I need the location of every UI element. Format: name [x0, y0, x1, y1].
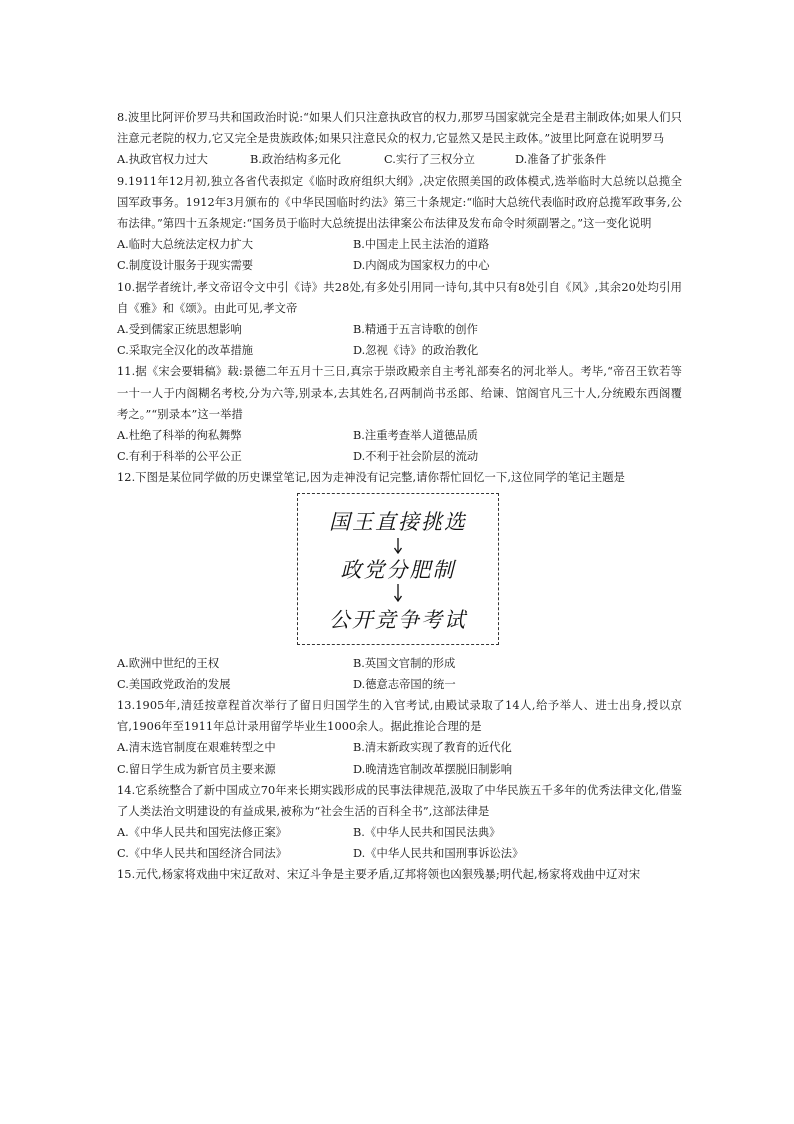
question-11-stem: 11.据《宋会要辑稿》载:景德二年五月十三日,真宗于崇政殿亲自主考礼部奏名的河北举人。考毕,“帝召王钦若等一十一人于内阁糊名考校,分为六等,别录本,去其姓名,召两制尚书丞郎、给谏、馆阁官凡三十人,分统殿东西阁覆考之。”“别录本”这一举措 [117, 365, 682, 421]
question-9-options-row1 [117, 234, 682, 255]
note-box [297, 493, 499, 645]
question-12-options-row2 [117, 674, 682, 695]
question-15-stem: 15.元代,杨家将戏曲中宋辽敌对、宋辽斗争是主要矛盾,辽邦将领也凶狠残暴;明代起,杨家将戏曲中辽对宋 [117, 868, 641, 882]
option-c: C.采取完全汉化的改革措施 [117, 344, 254, 358]
option-d: D.《中华人民共和国刑事诉讼法》 [353, 847, 524, 861]
down-arrow-icon [393, 538, 403, 554]
option-d: D.准备了扩张条件 [515, 153, 607, 167]
option-d: D.忽视《诗》的政治教化 [353, 344, 479, 358]
question-13-stem: 13.1905年,清廷按章程首次举行了留日归国学生的入官考试,由殿试录取了14人,给予举人、进士出身,授以京官,1906年至1911年总计录用留学毕业生1000余人。据此推论合理的是 [117, 698, 682, 734]
option-a: A.受到儒家正统思想影响 [117, 322, 242, 336]
question-9-options-row2 [117, 255, 682, 276]
option-c: C.《中华人民共和国经济合同法》 [117, 847, 287, 861]
option-a: A.杜绝了科举的徇私舞弊 [117, 428, 242, 442]
question-8-options [117, 149, 682, 170]
option-b: B.中国走上民主法治的道路 [353, 238, 490, 252]
option-a: A.清末选官制度在艰难转型之中 [117, 741, 276, 755]
question-13-options-row2 [117, 759, 682, 780]
option-c: C.留日学生成为新官员主要来源 [117, 762, 276, 776]
option-b: B.《中华人民共和国民法典》 [353, 826, 501, 840]
note-line-1: 国王直接挑选 [329, 509, 467, 534]
question-12-stem: 12.下图是某位同学做的历史课堂笔记,因为走神没有记完整,请你帮忙回忆一下,这位同学的笔记主题是 [117, 471, 626, 485]
option-a: A.《中华人民共和国宪法修正案》 [117, 826, 287, 840]
question-14-options-row2 [117, 843, 682, 864]
option-c: C.实行了三权分立 [384, 153, 475, 167]
question-14-stem: 14.它系统整合了新中国成立70年来长期实践形成的民事法律规范,汲取了中华民族五千多年的优秀法律文化,借鉴了人类法治文明建设的有益成果,被称为“社会生活的百科全书”,这部法律是 [117, 783, 682, 818]
option-b: B.政治结构多元化 [250, 153, 341, 167]
handwritten-note-figure [117, 489, 682, 653]
question-10-stem: 10.据学者统计,孝文帝诏令文中引《诗》共28处,有多处引用同一诗句,其中只有8处引自《风》,其余20处均引用自《雅》和《颂》。由此可见,孝文帝 [117, 280, 682, 315]
question-11-options-row1 [117, 425, 682, 446]
option-c: C.美国政党政治的发展 [117, 677, 231, 691]
option-d: D.不利于社会阶层的流动 [353, 450, 479, 464]
note-line-2: 政党分肥制 [340, 557, 456, 582]
option-d: D.内阁成为国家权力的中心 [353, 259, 490, 273]
question-13-options-row1 [117, 737, 682, 758]
option-a: A.临时大总统法定权力扩大 [117, 238, 254, 252]
option-b: B.清末新政实现了教育的近代化 [353, 741, 512, 755]
option-b: B.英国文官制的形成 [353, 656, 456, 670]
question-11-options-row2 [117, 446, 682, 467]
option-b: B.注重考查举人道德品质 [353, 428, 478, 442]
note-line-3: 公开竞争考试 [329, 607, 467, 632]
question-10-options-row1 [117, 319, 682, 340]
option-d: D.晚清选官制改革摆脱旧制影响 [353, 762, 513, 776]
question-8-stem: 8.波里比阿评价罗马共和国政治时说:“如果人们只注意执政官的权力,那罗马国家就完全是君主制政体;如果人们只注意元老院的权力,它又完全是贵族政体;如果只注意民众的权力,它显然又是民主政体。”波里比阿意在说明罗马 [117, 111, 682, 146]
option-d: D.德意志帝国的统一 [353, 677, 456, 691]
option-a: A.欧洲中世纪的王权 [117, 656, 220, 670]
option-b: B.精通于五言诗歌的创作 [353, 322, 478, 336]
option-c: C.制度设计服务于现实需要 [117, 259, 254, 273]
question-14-options-row1 [117, 822, 682, 843]
option-c: C.有利于科举的公平公正 [117, 450, 242, 464]
exam-page [117, 107, 682, 886]
question-9-stem: 9.1911年12月初,独立各省代表拟定《临时政府组织大纲》,决定依照美国的政体模式,选举临时大总统以总揽全国军政事务。1912年3月颁布的《中华民国临时约法》第三十条规定:“临时大总统代表临时政府总揽军政事务,公布法律。”第四十五条规定:“国务员于临时大总统提出法律案公布法律及发布命令时须副署之。”这一变化说明 [117, 174, 682, 230]
question-12-options-row1 [117, 653, 682, 674]
option-a: A.执政官权力过大 [117, 153, 208, 167]
down-arrow-icon [393, 584, 403, 602]
question-10-options-row2 [117, 340, 682, 361]
